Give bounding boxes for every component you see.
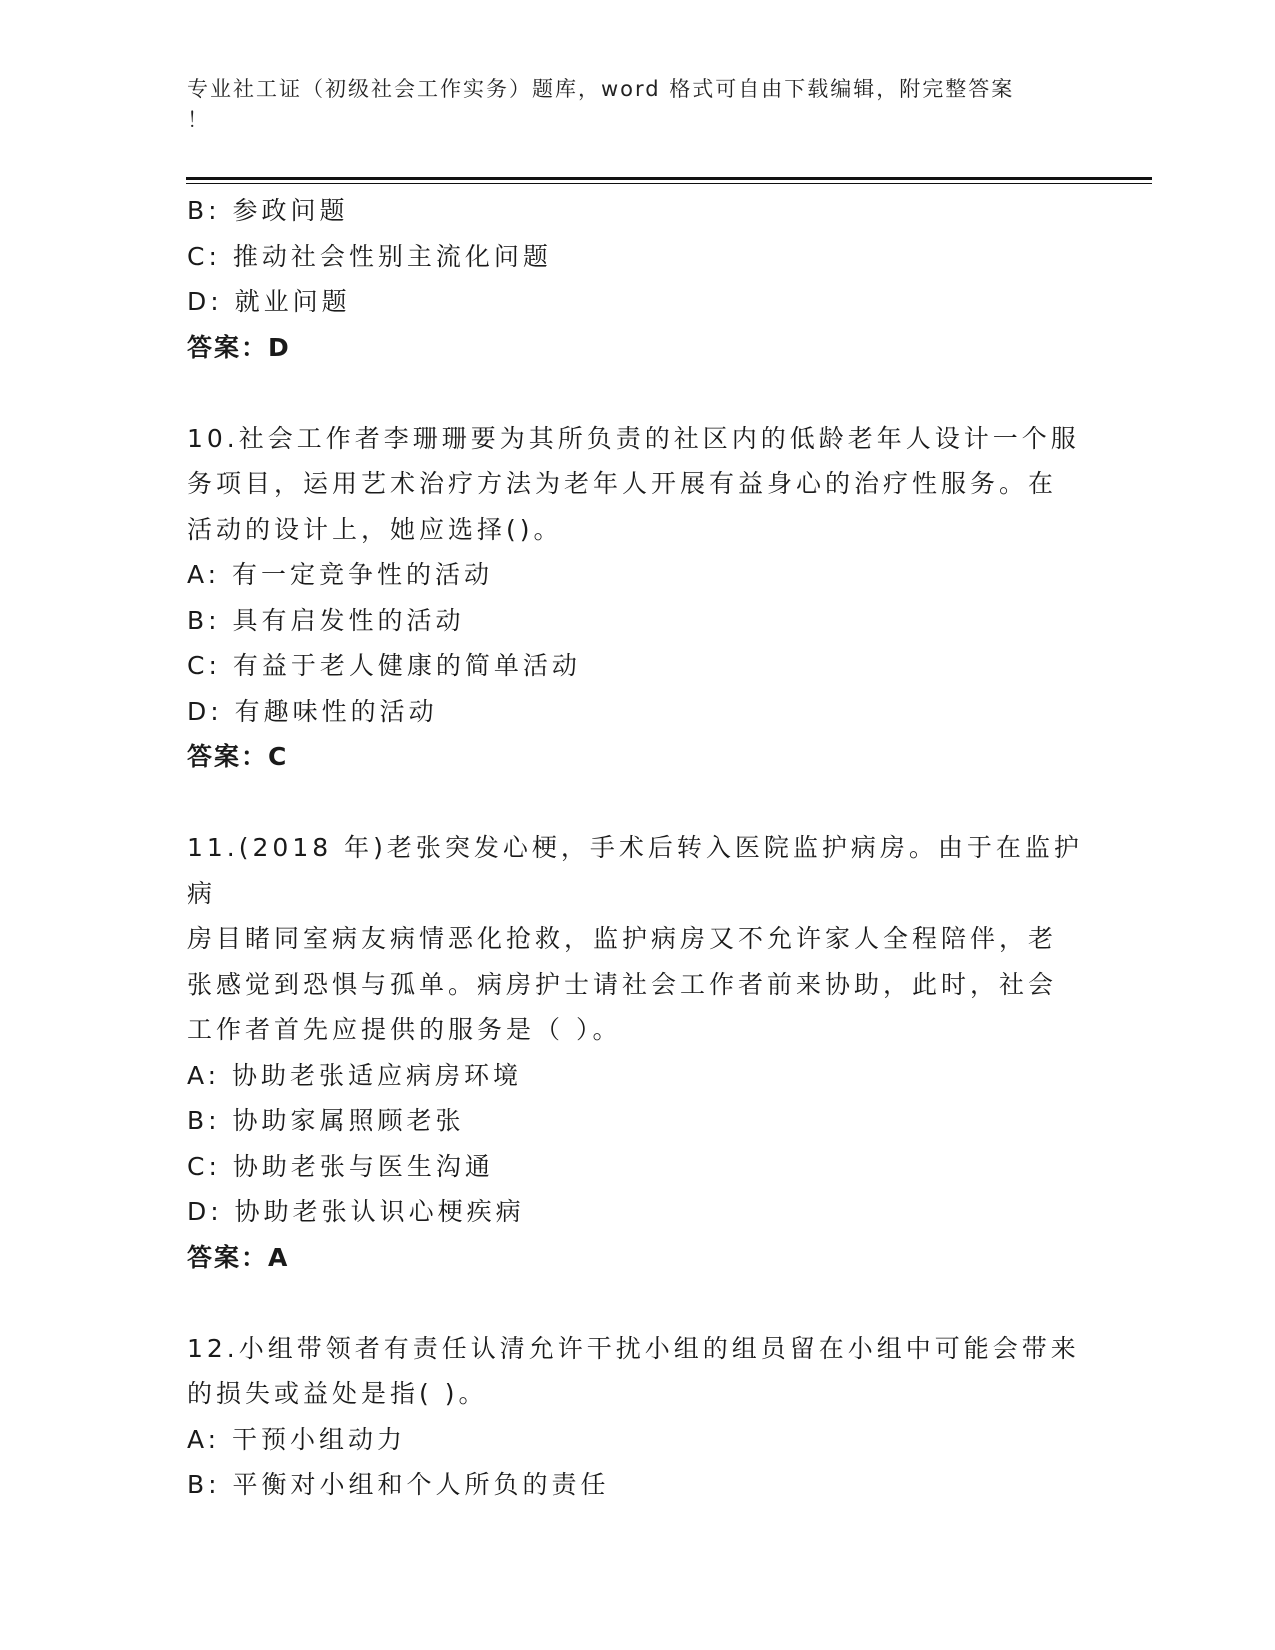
question-10: [187, 416, 1087, 780]
question-12: [187, 1326, 1087, 1508]
question-9: [187, 188, 1087, 370]
answer-line: 答案：A: [187, 1242, 290, 1272]
option-line: B: 协助家属照顾老张: [187, 1106, 465, 1135]
option-line: C: 协助老张与医生沟通: [187, 1151, 494, 1181]
option-line: A: 干预小组动力: [187, 1424, 407, 1454]
question-stem-line: 活动的设计上，她应选择()。: [187, 514, 563, 544]
header-title: 专业社工证（初级社会工作实务）题库，word 格式可自由下载编辑，附完整答案: [187, 77, 1015, 101]
document-header: [187, 74, 1087, 136]
question-stem-line: 的损失或益处是指( )。: [187, 1379, 488, 1408]
option-line: A: 协助老张适应病房环境: [187, 1060, 523, 1090]
question-stem-line: 务项目，运用艺术治疗方法为老年人开展有益身心的治疗性服务。在: [187, 469, 1058, 498]
header-rule-thin: [186, 183, 1152, 184]
option-line: D: 有趣味性的活动: [187, 696, 438, 726]
question-stem-line: 11.(2018 年)老张突发心梗，手术后转入医院监护病房。由于在监护病: [187, 833, 1083, 908]
option-line: A: 有一定竞争性的活动: [187, 560, 494, 589]
spacer: [187, 370, 1087, 416]
spacer: [187, 780, 1087, 826]
option-line: D: 协助老张认识心梗疾病: [187, 1197, 525, 1226]
option-line: B: 平衡对小组和个人所负的责任: [187, 1470, 610, 1499]
question-stem-line: 12.小组带领者有责任认清允许干扰小组的组员留在小组中可能会带来: [187, 1333, 1080, 1363]
question-stem-line: 房目睹同室病友病情恶化抢救，监护病房又不允许家人全程陪伴，老: [187, 924, 1058, 953]
document-body: [187, 188, 1087, 1508]
answer-line: 答案：C: [187, 742, 289, 771]
question-stem-line: 张感觉到恐惧与孤单。病房护士请社会工作者前来协助，此时，社会: [187, 969, 1058, 999]
option-line: B: 具有启发性的活动: [187, 605, 465, 635]
option-line: C: 有益于老人健康的简单活动: [187, 651, 581, 680]
question-11: [187, 825, 1087, 1280]
question-stem-line: 10.社会工作者李珊珊要为其所负责的社区内的低龄老年人设计一个服: [187, 423, 1080, 453]
spacer: [187, 1280, 1087, 1326]
option-line: C: 推动社会性别主流化问题: [187, 241, 552, 271]
question-stem-line: 工作者首先应提供的服务是（ ）。: [187, 1015, 622, 1044]
option-line: B: 参政问题: [187, 196, 349, 225]
header-title-end: ！: [187, 108, 210, 132]
answer-line: 答案：D: [187, 332, 291, 362]
header-rule-thick: [186, 177, 1152, 180]
option-line: D: 就业问题: [187, 287, 351, 316]
